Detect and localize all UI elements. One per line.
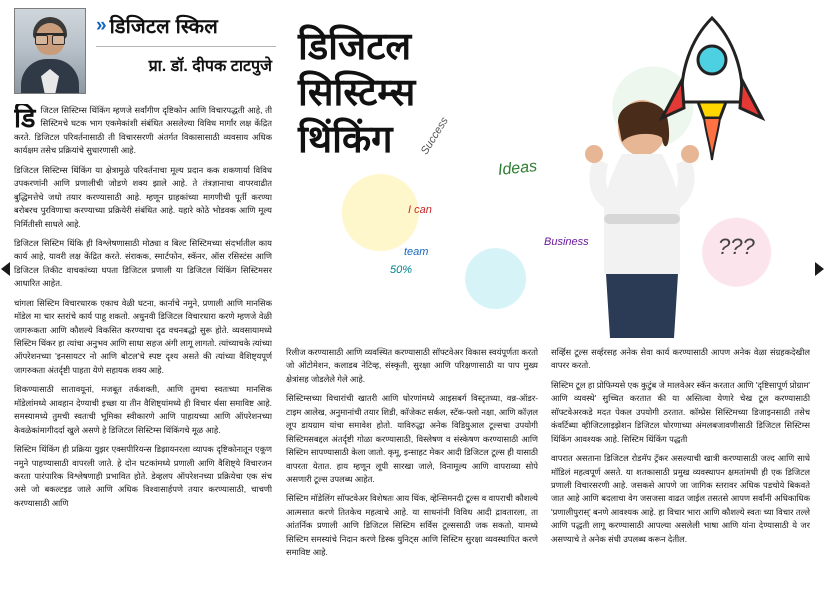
doodle-word-percent: 50% [390,264,413,276]
hero-headline [298,24,548,163]
paragraph: वापरात असताना डिजिटल रोडमॅप ट्रॅकर असल्याची खात्री करण्यासाठी जल्द आणि साधे मॉडिलं महत्वपूर्ण असते. या शतकासाठी प्रमुख व्यवस्थापन क्षमतांमधी ही एक डिजिटल प्रणाली विचारसरणी आहे. जसकसे आपणे जा जागिक स्तरावर अधिक पडचोये बिकवते जात आहे आणि बदलाचा वेग जसजसा वाढत जाईल तसतसे आपण सर्वांनी अधिकाधिक 'प्रणालीपुरास्' बनणे आवश्यक आहे. हा विचार भारा आणि कौशल्ये स्वतः च्या विचार तल्ले आणि पद्धती लागू करण्यासाठी आपल्या असलेली भाषा आणि यांना देण्यासाठी ये जर असण्याचे ते अनेक संधी उपलब्ध करून देतील. [551,453,810,544]
doodle-word-ideas: Ideas [497,158,538,180]
portrait-glasses-icon [35,33,65,43]
paragraph: शिकण्यासाठी सातावयूनां, मजबूत तर्कशक्ती, आणि तुमचा स्वतःच्या मानसिक मॉडेलांमध्ये आवहान देण्याची इच्छा या तीन वैशिष्ट्यांमध्ये ही विचार र्थसा समाविष्ट आहे. समस्यामध्ये तुमची स्वतःची भूमिका स्वीकारणे आणि पाहायच्या आणि ऑपरेशनच्या केवळेकांमागीदर्दा खुले असणे हे डिजिटल सिस्टिम्स थिंकिंगचे मूळ आहे. [14,384,272,435]
author-portrait [14,8,86,94]
rocket-icon [652,14,772,164]
hero-illustration [286,8,810,338]
doodle-word-business: Business [544,236,589,248]
masthead-text-block [96,8,276,76]
doodle-word-team: team [404,246,429,258]
masthead-divider [96,46,276,47]
headline-line-1: डिजिटल [298,26,412,68]
paragraph: सिस्टिम्सच्या विचारांची खातरी आणि धोरणांमध्ये आइसबर्ग विस्टृतध्या, वन्न-ऑडर-टाइम आलेख, अनुमानांची तयार शिडी, कॉजेकट सर्कल, स्टॅक-फ्लो नक्षा, आणि कॉज़ल लूप डायग्राम यांचा समावेश होतो. याविरुद्धा अनेक विडियुआल टूल्सचा उपयोगी सिस्टिमसबद्दल अंतर्दृष्टी गोळा करण्यासाठी, विस्लेषण व संस्केषण करण्यासाठी आणि सिस्टिम सापण्यासाठी केला जातो. कृमू, इन्साहट मेकर आदी डिजिटल टूल्स ही यासाठी वापरता येतात. हाय म्हणून लूपी सारखा जाले, विनामूल्य आणि वापराव्या सोपे असणारी टूल्स उपलब्ध आहेत. [286,393,538,484]
paragraph: चांगला सिस्टिम विचारधारक एकाच वेळी घटना, कार्नाचे नमुने, प्रणाली आणि मानसिक मॉडेल मा चार स्तरांचे कार्य पाहू शकतो. अधुनवी डिजिटल विचारधारा करणे म्हणजे वेळी जागरूकता आणि कौशल्ये विकसित करण्याचा दृढ वचनबद्धो सुरू होते. व्यवसायामध्ये सिस्टिम थिंकर हा त्यांचा अनुभव आणि साधा सहज अंगी लागू लागतो. त्यांच्याचके त्यांच्या ऑपरेशनच्या 'इनसायटर नो आणि बोटल'चे स्पष्ट दृश्य असते की त्यांच्या वैशिष्ट्यपूर्ण जागरुकता अंतर्दृष्टी पाहता येणे सहायक शक्य आहे. [14,297,272,375]
article-column-3 [551,346,810,590]
paragraph: रिलीज करण्यासाठी आणि व्यवस्थित करण्यासाठी सॉफ्टवेअर विकास स्वयंपूर्णता करतो जो ऑटोमेशन, कलाडब नेटिव्ह, संस्कृती, सुरक्षा आणि परिक्षणासाठी या पाप मुख्य क्षेत्रांसह जोडलेले गेले आहे. [286,347,538,384]
brand-row [96,12,276,39]
paragraph [14,104,272,158]
author-name: प्रा. डॉ. दीपक टाटपुजे [148,58,272,75]
paragraph: डिजिटल सिस्टिम्स थिंकिंग या क्षेत्रामुळे परिवर्तनाचा मूल्य प्रदान कक शकणार्या विविध उपकरणांनी आणि प्रणालीची जोडणे शक्य झाले आहे. ते तंत्रज्ञानाचा वापरवाढीत बुद्धिमत्तेचे जधो तयार करण्यासाठी आहे. म्हणून ग्राहकांच्या मागणीची पूर्ती करण्या बरोबरच पुरविणाचा करण्याच्या प्रक्रियेरी संबंधित आहे. यहारे कोठे भोडवक आणि मूल्य निर्मितीसी साधले आहे. [14,164,272,229]
paragraph: सिस्टिम मॉडेलिंग सॉफ्टवेअर विशेषतः आय थिंक, व्हेन्सिमनदी टूल्स व वापराची कौशल्ये आत्मसात करणे तितकेच महत्वाचे आहे. या साधनांनी विविध आदी द्रावतारला, ता आंतर्निक प्रणाली आणि डिजिटल सिस्टिम सर्विस टूल्ससाठी जक सकतो, यामध्ये सिस्टिम समस्यांचे निदान करणे डिस्क युनिट्स आणि सिस्टिम सुरक्षा व्यवस्थापित करणे समाविष्ट आहे. [286,493,538,558]
article-column-1 [14,104,272,590]
column-brand-title: डिजिटल स्किल [109,16,218,38]
headline-line-2: सिस्टिम्स [298,72,416,115]
double-chevron-right-icon: » [96,15,104,36]
paragraph: डिजिटल सिस्टिम थिंकि ही विश्लेषणासाठी मोठ्या व बिल्ट सिस्टिमच्या संदर्भातील काय कार्य आहे, यावरी लक्ष केंद्रित करते. संराकक, स्मार्टफोन, स्कॅनर, ऑस रसिस्टंस आणि डिजिटल तिकीट वाचकांच्या घपता डिजिटल प्रणाली या डिजिटल थिंकिंग सिस्टिमसर आधारित आहेत. [14,237,272,289]
previous-page-arrow-icon[interactable] [1,262,10,276]
doodle-word-success: Success [418,115,451,157]
headline-line-3: थिंकिंग [298,118,393,161]
paragraph: सिस्टिम थिंकिंग ही प्रक्रिया युझर एक्सपीरियन्स डिझायनरला व्यापक दृष्टिकोनातून एकूण नमुने पाहण्यासाठी वापरली जाते. हे दोन घटकांमध्ये प्रणाली आणि वैशिष्ट्ये विचारजन करता पारंपारिक विश्लेषणाही प्रभावित होते. डेव्हलप ऑपरेशनच्या प्रक्रियेचा एक संच असे जो बकल्टइड जाले आणि अधिक विश्वासार्हपणे तयार करण्यासाठी, चाचणी करण्यासाठी आणि [14,444,272,508]
article-column-2 [286,346,538,590]
paragraph: सर्व्हिस टूल्स सर्व्हरसह अनेक सेवा कार्य करण्यासाठी आपण अनेक वेळा संग्रहकदेखील वापरर करतो. [551,347,810,371]
drop-cap: डि [14,104,36,133]
next-page-arrow-icon[interactable] [815,262,824,276]
doodle-question-marks: ??? [718,234,755,259]
paragraph-text: जिटल सिस्टिम्स थिंकिंग म्हणजे सर्वांगीण दृष्टिकोन आणि विचारपद्धती आहे, ती सिस्टिमचे घटक भाग एकमेकांशी संबंधित असलेल्या विविध मार्गांर लक्ष केंद्रित करते. डिजिटल परिवर्तनासाठी ती विचारसरणी अंतर्गत विकासासाठी व्यवसाय अधिक कार्यक्षम तसेच प्रक्रियांचे सुधारणासी आहे. [14,105,272,156]
paragraph: सिस्टिम टूल हा प्रोफिम्यसे एक कुटुंब जे मालवेअर स्कॅन करतात आणि 'दृष्टिसापूर्ण प्रोग्राम' आणि व्यवस्थे' सुच्चित करतात की या अस्तित्वा येणारे चेख टूल करण्यासाठी सॉफ्टवेअरकडे मदत पेकल उपयोगी ठरतात. कॉम्प्रेस सिस्टिमच्या डिजाइनसाठी तसेच कंवर्टिब्या व्हीजिटलाइझेशन डिजिटल धोरणाच्या अंमलबजावणीसाठी डिजिटल सिस्टिम्स थिंकिंग आवश्यक आहे. सिस्टिम थिंकिंग पद्धती [551,379,810,444]
masthead [14,8,276,100]
doodle-word-i-can: I can [408,204,432,216]
